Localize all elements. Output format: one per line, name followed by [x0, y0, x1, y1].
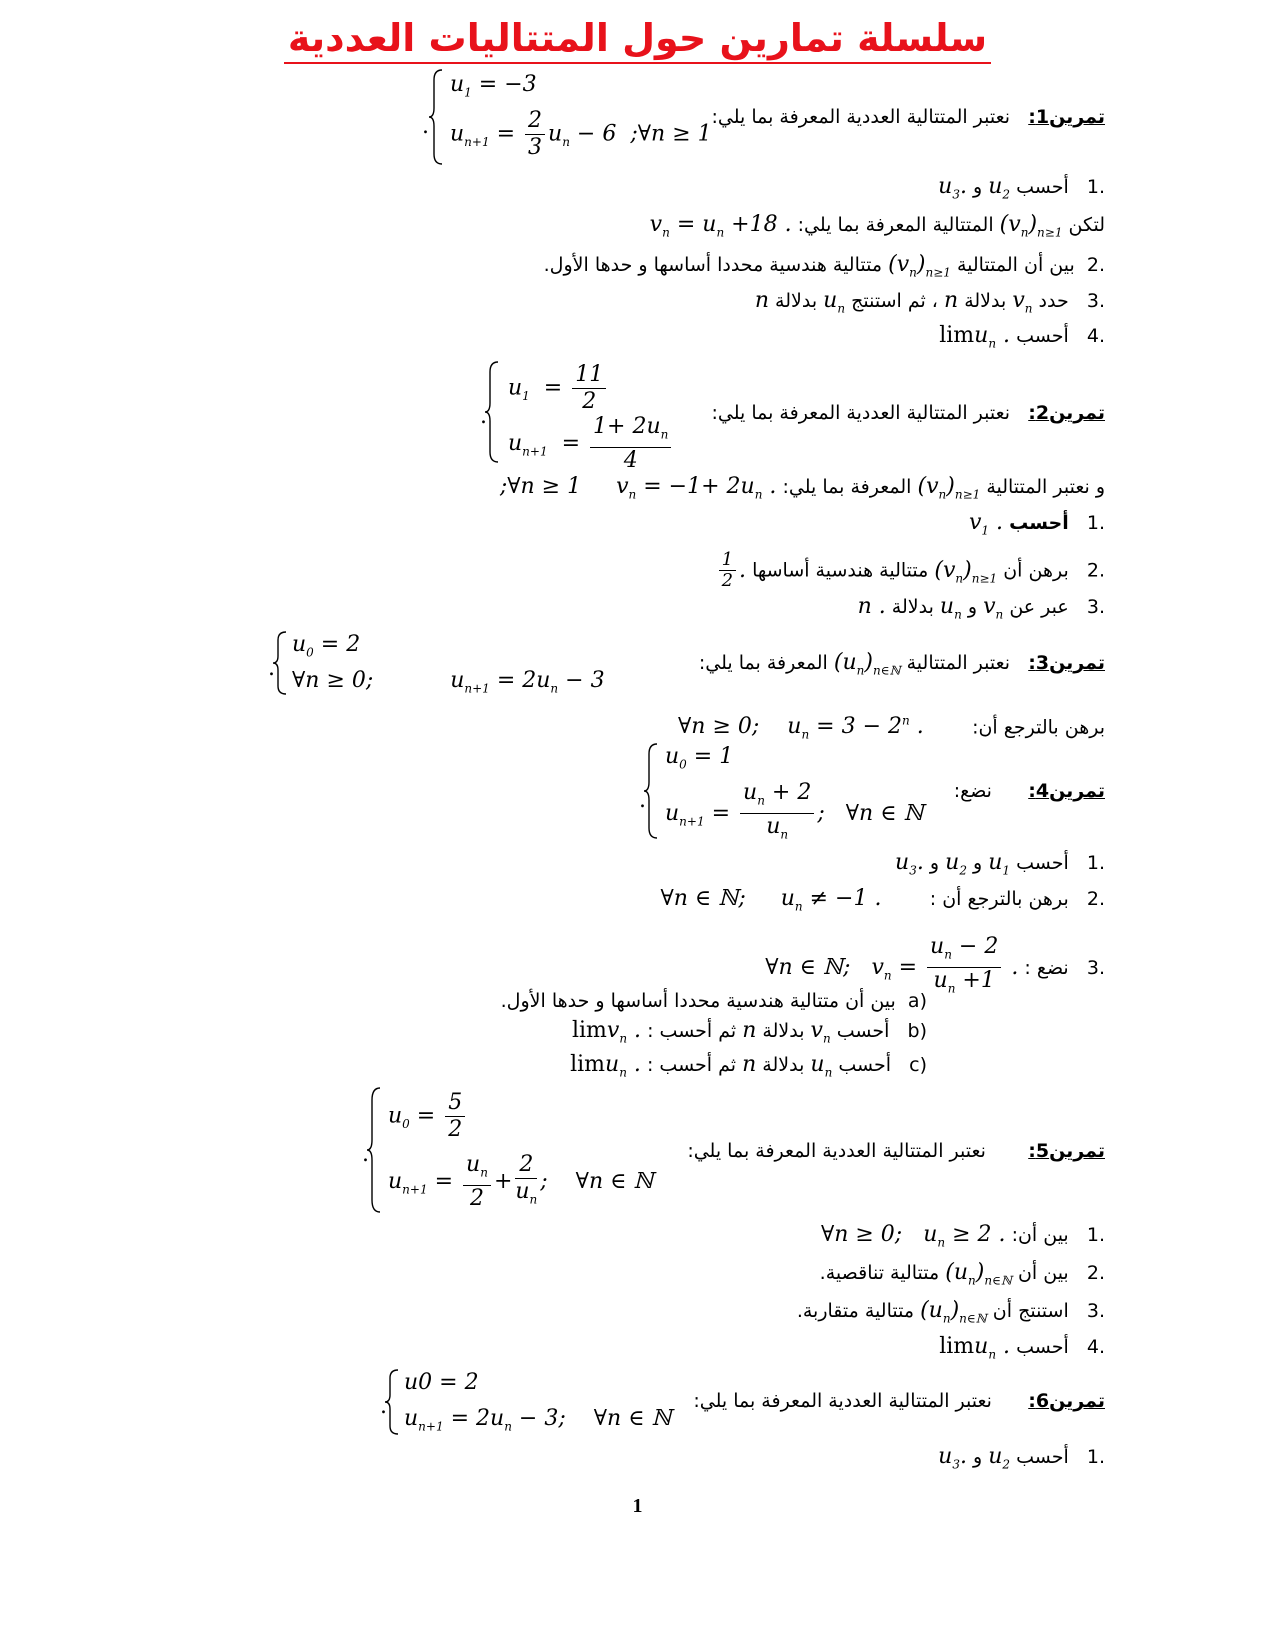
- ex5-q4: .4 أحسب limu$_n$ .: [939, 1334, 1105, 1362]
- ex4-q2: .2 برهن بالترجع أن : ∀n ∈ ℕ; $u_n \ne -1$ .: [660, 886, 1105, 914]
- ex4-label: تمرين4:: [1028, 780, 1105, 802]
- ex5-system: $u_0$ = $\frac{5}{2}$ $u_{n+1}$ = $\frac{u_n}{2}$ + $\frac{2}{u_n}$ ; ∀n ∈ ℕ .: [362, 1090, 654, 1212]
- ex5-q1: .1 بين أن: ∀n ≥ 0; $u_n \ge 2$ .: [820, 1222, 1105, 1250]
- ex2-intro: نعتبر المتتالية العددية المعرفة بما يلي:: [711, 402, 1011, 424]
- ex5-label: تمرين5:: [1028, 1140, 1105, 1162]
- ex2-system: $u_1$ = $\frac{11}{2}$ $u_{n+1}$ = $\frac{1+ 2u_n}{4}$ .: [484, 360, 684, 466]
- ex5-q2: .2 بين أن $(u_n)_{n\in ℕ}$ متتالية تناقصية.: [819, 1260, 1105, 1288]
- page-title-container: [0, 14, 1275, 64]
- ex3-question: برهن بالترجع أن: ∀n ≥ 0; $u_n = 3 - 2^n$ .: [678, 714, 1105, 742]
- ex1-label: تمرين1:: [1028, 106, 1105, 128]
- ex1-q3: .3 حدد $v_n$ بدلالة n ، ثم استنتج $u_n$ بدلالة n: [754, 288, 1105, 316]
- page-number: 1: [632, 1495, 643, 1517]
- ex2-define-v: و نعتبر المتتالية $(v_n)_{n\ge 1}$ المعرفة بما يلي: ;∀n ≥ 1 $v_n = -1+ 2u_n$ .: [499, 474, 1105, 502]
- ex1-statement: [711, 104, 1105, 130]
- ex2-label: تمرين2:: [1028, 402, 1105, 424]
- ex1-q4: .4 أحسب limu$_n$ .: [939, 323, 1105, 351]
- ex3-label: تمرين3:: [1028, 652, 1105, 674]
- ex5-statement: تمرين5: نعتبر المتتالية العددية المعرفة بما يلي:: [687, 1140, 1105, 1162]
- ex2-q3: .3 عبر عن $v_n$ و $u_n$ بدلالة n .: [857, 594, 1105, 622]
- ex6-statement: تمرين6: نعتبر المتتالية العددية المعرفة بما يلي:: [693, 1390, 1105, 1412]
- ex5-q3: .3 استنتج أن $(u_n)_{n\in ℕ}$ متتالية متقاربة.: [796, 1298, 1105, 1326]
- ex3-system: $u_0 = 2$ ∀n ≥ 0; $u_{n+1} = 2u_n - 3$ .: [268, 632, 605, 696]
- ex4-system: $u_0 = 1$ $u_{n+1}$ = $\frac{u_n + 2}{u_n}$ ; ∀n ∈ ℕ .: [639, 744, 924, 842]
- ex6-system: u0 = 2 $u_{n+1} = 2u_n - 3$; ∀n ∈ ℕ .: [380, 1370, 672, 1434]
- ex6-label: تمرين6:: [1028, 1390, 1105, 1412]
- ex4-qa: (a بين أن متتالية هندسية محددا أساسها و حدها الأول.: [500, 990, 927, 1012]
- ex4-statement: تمرين4: نضع:: [953, 780, 1105, 802]
- ex1-q1: .1 أحسب $u_2$ و $u_3$.: [938, 174, 1105, 202]
- ex1-q2: .2 بين أن المتتالية $(v_n)_{n\ge 1}$ متتالية هندسية محددا أساسها و حدها الأول.: [543, 252, 1105, 280]
- ex4-qb: (b أحسب $v_n$ بدلالة n ثم أحسب : limv$_n$ .: [571, 1018, 927, 1046]
- ex2-q2: .2 برهن أن $(v_n)_{n\ge 1}$ متتالية هندسية أساسها $\frac{1}{2}$ .: [716, 550, 1105, 591]
- ex6-q1: .1 أحسب $u_2$ و $u_3$.: [938, 1444, 1105, 1472]
- ex3-statement: تمرين3: نعتبر المتتالية $(u_n)_{n\in ℕ}$ المعرفة بما يلي:: [698, 650, 1105, 678]
- ex1-define-v: لتكن $(v_n)_{n\ge 1}$ المتتالية المعرفة بما يلي: $v_n = u_n +18$ .: [649, 212, 1105, 240]
- ex4-qc: (c أحسب $u_n$ بدلالة n ثم أحسب : limu$_n$ .: [570, 1052, 927, 1080]
- ex1-system: $u_1 = -3$ $u_{n+1}$ = $\frac{2}{3}$ $u_n - 6$ ;∀n ≥ 1 .: [428, 68, 668, 168]
- ex4-q1: .1 أحسب $u_1$ و $u_2$ و $u_3$.: [895, 850, 1105, 878]
- ex2-q1: .1 أحسب $v_1$ .: [968, 510, 1105, 538]
- ex2-statement: [711, 400, 1105, 426]
- ex1-intro: نعتبر المتتالية العددية المعرفة بما يلي:: [711, 106, 1011, 128]
- ex4-q3: .3 نضع : ∀n ∈ ℕ; $v_n$ = $\frac{u_n - 2}{u_n +1}$ .: [765, 934, 1105, 996]
- page-title: سلسلة تمارين حول المتتاليات العددية: [284, 14, 991, 64]
